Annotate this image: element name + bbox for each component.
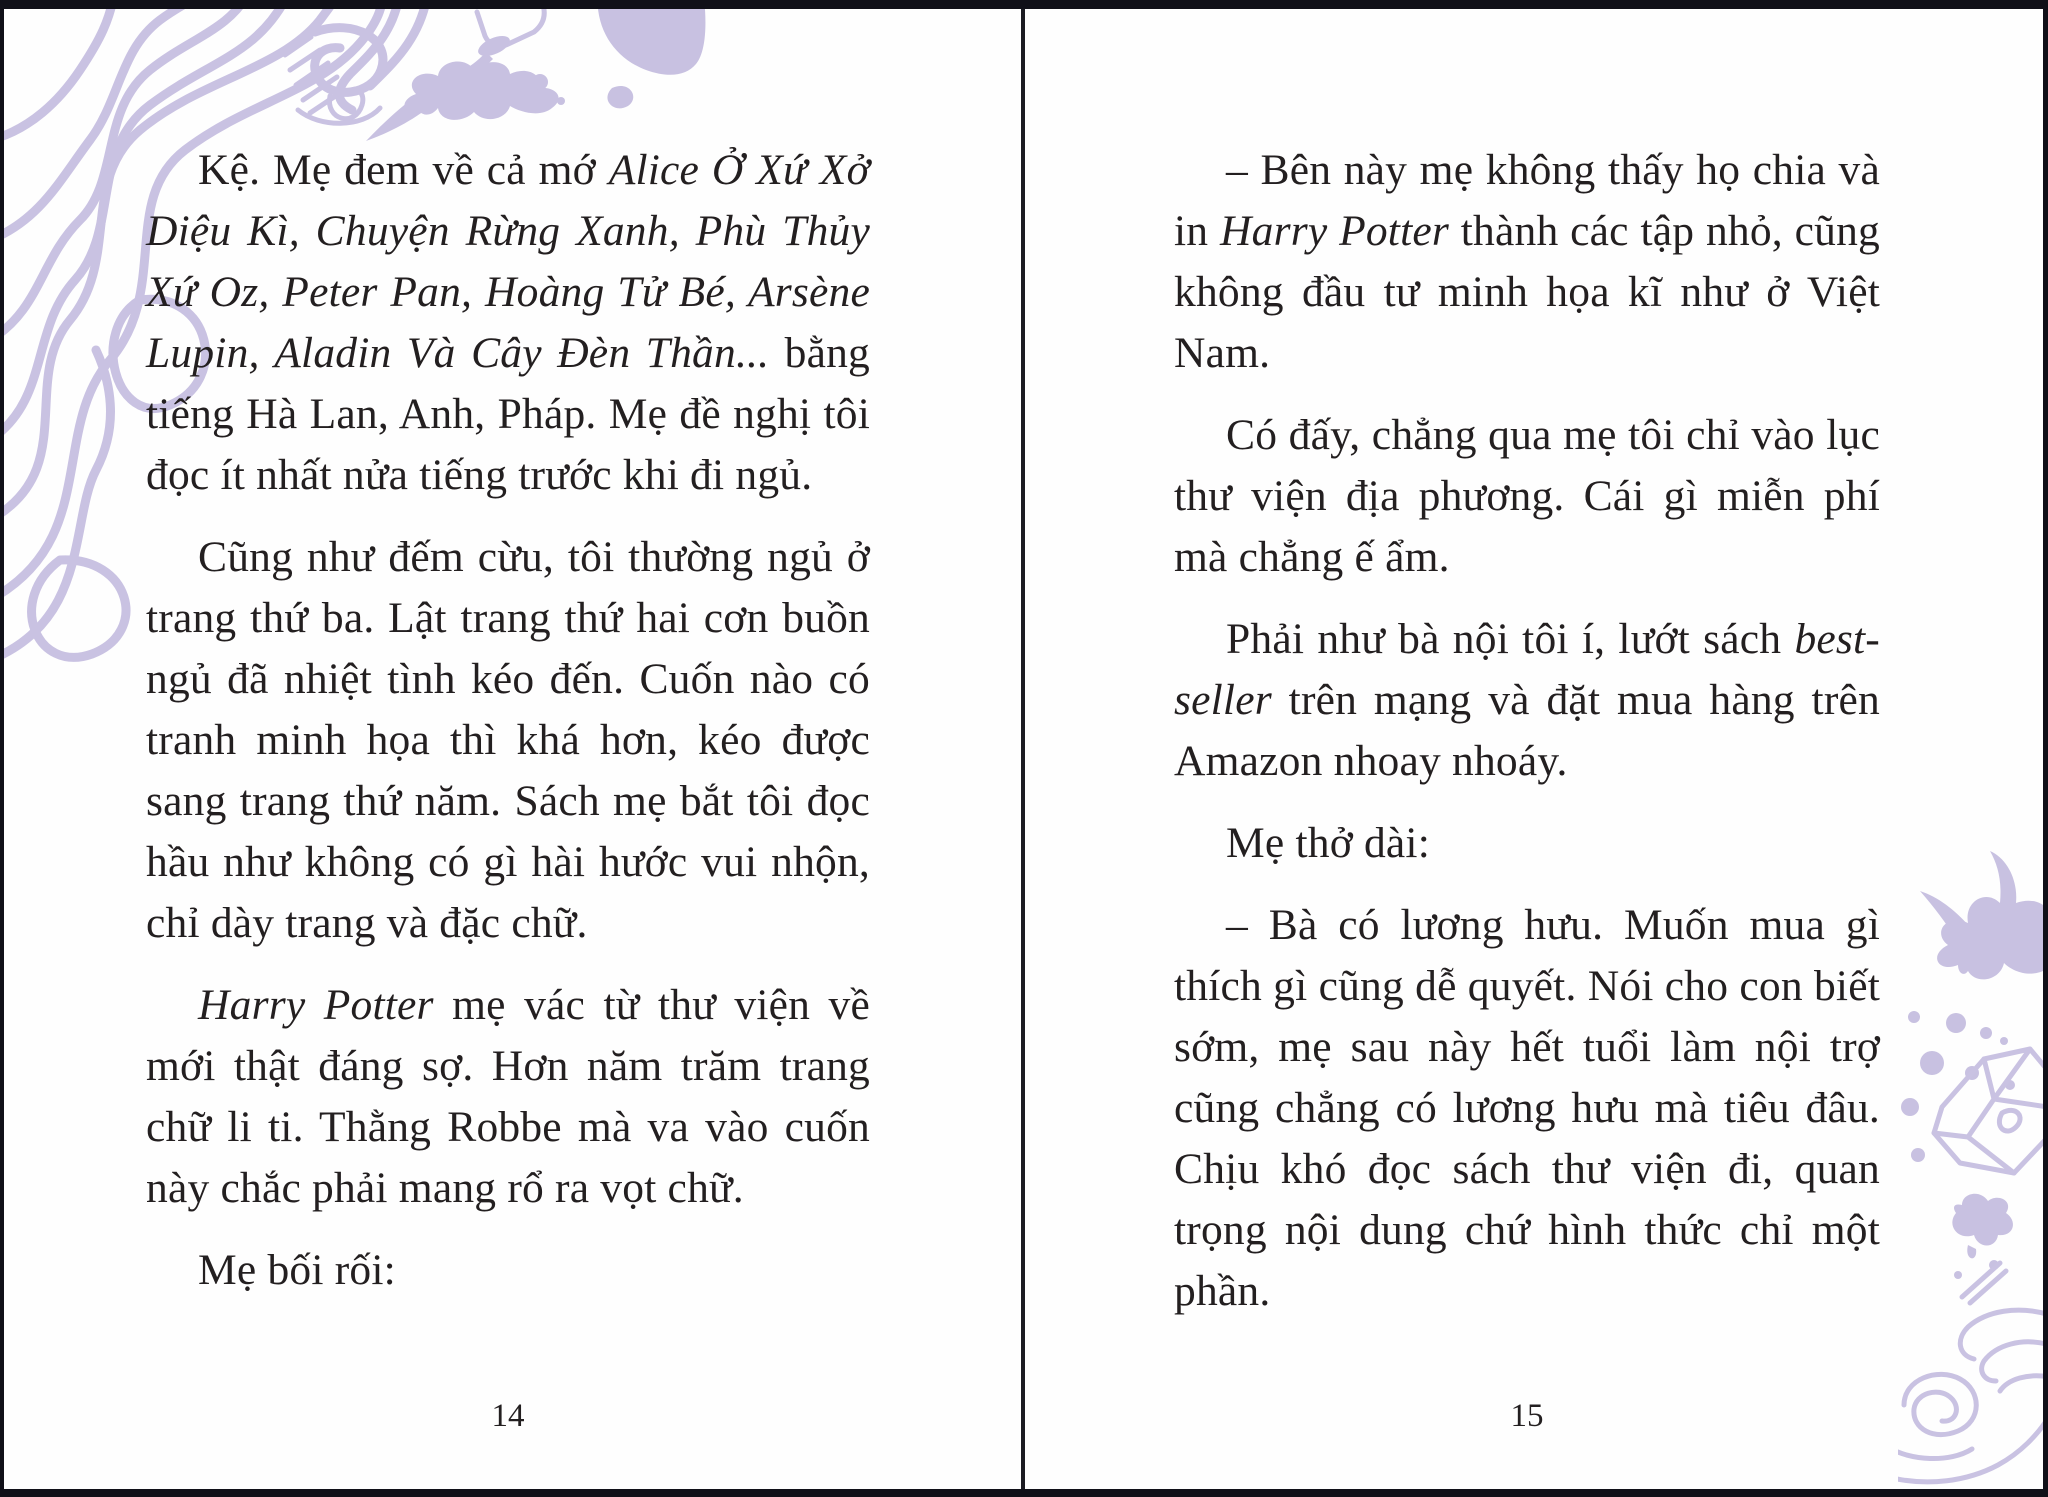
- paragraph: Có đấy, chẳng qua mẹ tôi chỉ vào lục thư viện địa phương. Cái gì miễn phí mà chẳng ế ẩm.: [1174, 411, 1880, 581]
- paragraph: – Bên này mẹ không thấy họ chia và in Harry Potter thành các tập nhỏ, cũng không đầu tư minh họa kĩ như ở Việt Nam.: [1174, 146, 1880, 377]
- left-page-text: [146, 140, 870, 1301]
- paragraph: Cũng như đếm cừu, tôi thường ngủ ở trang thứ ba. Lật trang thứ hai cơn buồn ngủ đã nhiệt tình kéo đến. Cuốn nào có tranh minh họa thì khá hơn, kéo được sang trang thứ năm. Sách mẹ bắt tôi đọc hầu như không có gì hài hước vui nhộn, chỉ dày trang và đặc chữ.: [146, 533, 870, 947]
- paragraph: – Bà có lương hưu. Muốn mua gì thích gì cũng dễ quyết. Nói cho con biết sớm, mẹ sau này hết tuổi làm nội trợ cũng chẳng có lương hưu mà tiêu đâu. Chịu khó đọc sách thư viện đi, quan trọng nội dung chứ hình thức chỉ một phần.: [1174, 901, 1880, 1315]
- paragraph: Phải như bà nội tôi í, lướt sách best-seller trên mạng và đặt mua hàng trên Amazon nhoay nhoáy.: [1174, 615, 1880, 785]
- right-page-number: 15: [1510, 1398, 1544, 1434]
- left-page-number: 14: [491, 1398, 525, 1434]
- paragraph: Mẹ bối rối:: [198, 1246, 396, 1294]
- right-page-text: [1174, 140, 1880, 1322]
- splash-paper-hand-art: [1898, 845, 2048, 1497]
- paragraph: Harry Potter mẹ vác từ thư viện về mới thật đáng sợ. Hơn năm trăm trang chữ li ti. Thằng Robbe mà va vào cuốn này chắc phải mang rổ ra vọt chữ.: [146, 981, 870, 1212]
- paragraph: Kệ. Mẹ đem về cả mớ Alice Ở Xứ Xở Diệu Kì, Chuyện Rừng Xanh, Phù Thủy Xứ Oz, Peter Pan, Hoàng Tử Bé, Arsène Lupin, Aladin Và Cây Đèn Thần... bằng tiếng Hà Lan, Anh, Pháp. Mẹ đề nghị tôi đọc ít nhất nửa tiếng trước khi đi ngủ.: [146, 146, 870, 499]
- page-gutter-divider: [1021, 0, 1025, 1497]
- paragraph: Mẹ thở dài:: [1226, 819, 1431, 867]
